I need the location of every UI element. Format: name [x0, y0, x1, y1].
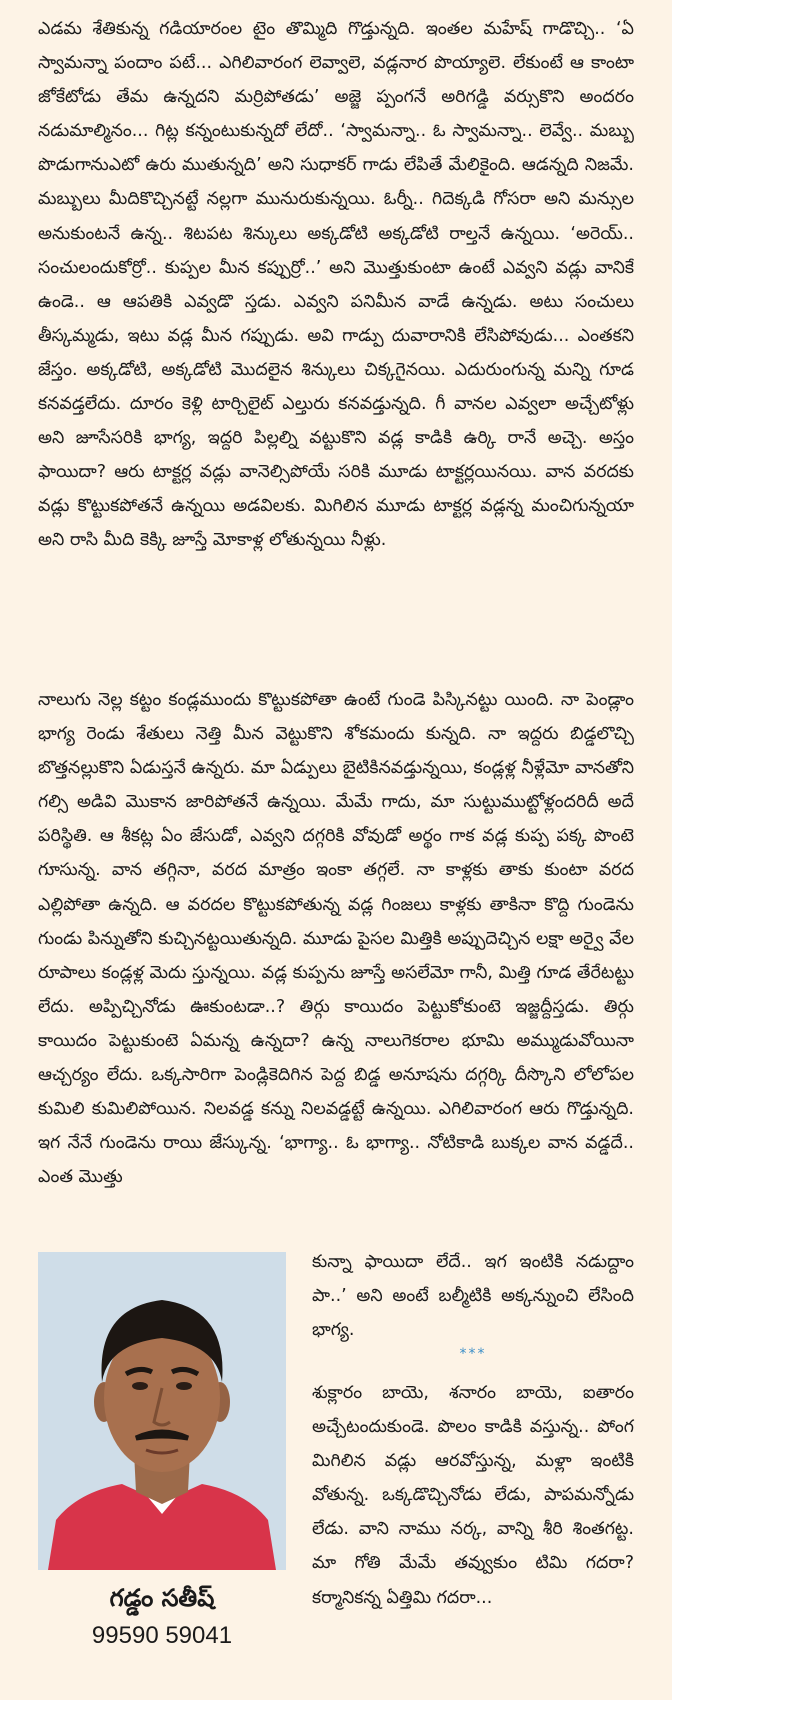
- story-paragraph-2-continued: కున్నా ఫాయిదా లేదే.. ఇగ ఇంటికి నడుద్దాం పా..’ అని అంటే బల్మీటికి అక్కన్నుంచి లేసింది భాగ్య.: [312, 1252, 634, 1341]
- section-separator: ***: [459, 1346, 487, 1362]
- story-paragraph-1: ఎడమ శేతికున్న గడియారంల టైం తొమ్మిది గొడ్తున్నది. ఇంతల మహేష్ గాడొచ్చి.. ‘ఏ స్వామన్నా పందాం పటే... ఎగిలివారంగ లెవ్వాలె, వడ్లనార పొయ్యాలె. లేకుంటే ఆ కాంటా జోకేటోడు తేమ ఉన్నదని మర్రిపోతడు’ అజ్జె ప్పంగనే అరిగడ్డి వర్సుకొని అందరం నడుమాల్మినం... గిట్ల కన్నంటుకున్నదో లేదో.. ‘స్వామన్నా.. ఓ స్వామన్నా.. లెవ్వే.. మబ్బు పొడుగానుఎటో ఉరు ముతున్నది’ అని సుధాకర్ గాడు లేపితే మేలికైంది. ఆడన్నది నిజమే. మబ్బులు మీదికొచ్చినట్టే నల్లగా మునురుకున్నయి. ఓర్నీ.. గిదెక్కడి గోసరా అని మన్సుల అనుకుంటనే ఉన్న.. శిటపట శిన్కులు అక్కడోటి అక్కడోటి రాల్తనే ఉన్నయి. ‘అరెయ్.. సంచులందుకోర్రో.. కుప్పల మీన కప్పుర్రో..’ అని మొత్తుకుంటా ఉంటే ఎవ్వని వడ్లు వానికే ఉండె.. ఆ ఆపతికి ఎవ్వడొ స్తడు. ఎవ్వని పనిమీన వాడే ఉన్నడు. అటు సంచులు తీస్కమ్మడు, ఇటు వడ్ల మీన గప్పుడు. అవి గాడ్పు దువారానికి లేసిపోవుడు... ఎంతకని జేస్తం. అక్కడోటి, అక్కడోటి మొదలైన శిన్కులు చిక్కగైనయి. ఎదురుంగున్న మన్ని గూడ కనవడ్తలేదు. దూరం కెళ్లి టార్చిలైట్ ఎల్తురు కనవడ్తున్నది. గీ వానల ఎవ్వలా అచ్చేటోళ్లు అని జూసేసరికి భాగ్య, ఇద్దరి పిల్లల్ని వట్టుకొని వడ్ల కాడికి ఉర్కి రానే అచ్చె. అస్తం ఫాయిదా? ఆరు టాక్టర్ల వడ్లు వానెల్సిపోయే సరికి మూడు టాక్టర్లయినయి. వాన వరదకు వడ్లు కొట్టుకపోతనే ఉన్నయి అడవిలకు. మిగిలిన మూడు టాక్టర్ల వడ్లన్న మంచిగున్నయా అని రాసి మీది కెక్కి జూస్తే మోకాళ్ల లోతున్నయి నీళ్లు.: [38, 19, 634, 551]
- story-paragraph-3: శుక్లారం బాయె, శనారం బాయె, ఐతారం అచ్చేటందుకుండె. పొలం కాడికి వస్తున్న.. పోంగ మిగిలిన వడ్లు ఆరవోస్తున్న, మళ్లా ఇంటికి వోతున్న. ఒక్కడొచ్చినోడు లేడు, పాపమన్నోడు లేడు. వాని నాము నర్క, వాన్ని శీరి శింతగట్ట. మా గోతి మేమే తవ్వుకుం టిమి గదరా? కర్మానికన్న ఏత్తిమి గదరా...: [312, 1383, 634, 1608]
- author-photo: [38, 1252, 286, 1570]
- author-phone: 99590 59041: [91, 1622, 233, 1649]
- author-name: గడ్డం సతీష్: [109, 1584, 215, 1612]
- story-paragraph-2: నాలుగు నెల్ల కట్టం కండ్లముందు కొట్టుకపోతా ఉంటే గుండె పిస్కినట్టు యింది. నా పెండ్లాం భాగ్య రెండు శేతులు నెత్తి మీన వెట్టుకొని శోకమందు కున్నది. నా ఇద్దరు బిడ్డలొచ్చి బొత్తనల్లుకొని ఏడుస్తనే ఉన్నరు. మా ఏడ్పులు బైటికినవడ్తున్నయి, కండ్లళ్ల నీళ్లేమో వానతోని గల్సి అడివి మొకాన జారిపోతనే ఉన్నయి. మేమే గాదు, మా సుట్టుముట్టోళ్లందరిదీ అదే పరిస్థితి. ఆ శీకట్ల ఏం జేసుడో, ఎవ్వని దగ్గరికి వోవుడో అర్థం గాక వడ్ల కుప్ప పక్క పొంటె గూసున్న. వాన తగ్గినా, వరద మాత్రం ఇంకా తగ్గలే. నా కాళ్లకు తాకు కుంటా వరద ఎల్లిపోతా ఉన్నది. ఆ వరదల కొట్టుకపోతున్న వడ్ల గింజలు కాళ్లకు తాకినా కొద్ది గుండెను గుండు పిన్నుతోని కుచ్చినట్టయితున్నది. మూడు పైసల మిత్తికి అప్పుదెచ్చిన లక్షా అర్వై వేల రూపాలు కండ్లళ్ల మెదు స్తున్నయి. వడ్ల కుప్పను జూస్తే అసలేమో గానీ, మిత్తి గూడ తేరేటట్టు లేదు. అప్పిచ్చినోడు ఊకుంటడా..? తిర్గు కాయిదం పెట్టుకోకుంటె ఇజ్జద్దీస్తడు. తిర్గు కాయిదం పెట్టుకుంటె ఏమన్న ఉన్నదా? ఉన్న నాలుగెకరాల భూమి అమ్ముడువోయినా ఆచ్చర్యం లేదు. ఒక్కసారిగా పెండ్లికెదిగిన పెద్ద బిడ్డ అనూషను దగ్గర్కి దీస్కొని లోలోపల కుమిలి కుమిలిపోయిన. నిలవడ్డ కన్ను నిలవడ్డట్టే ఉన్నయి. ఎగిలివారంగ ఆరు గొడ్తున్నది. ఇగ నేనే గుండెను రాయి జేస్కున్న. ‘భాగ్యా.. ఓ భాగ్యా.. నోటికాడి బుక్కల వాన వడ్డదే.. ఎంత మొత్తు: [38, 690, 634, 1188]
- author-portrait-image: [38, 1252, 286, 1570]
